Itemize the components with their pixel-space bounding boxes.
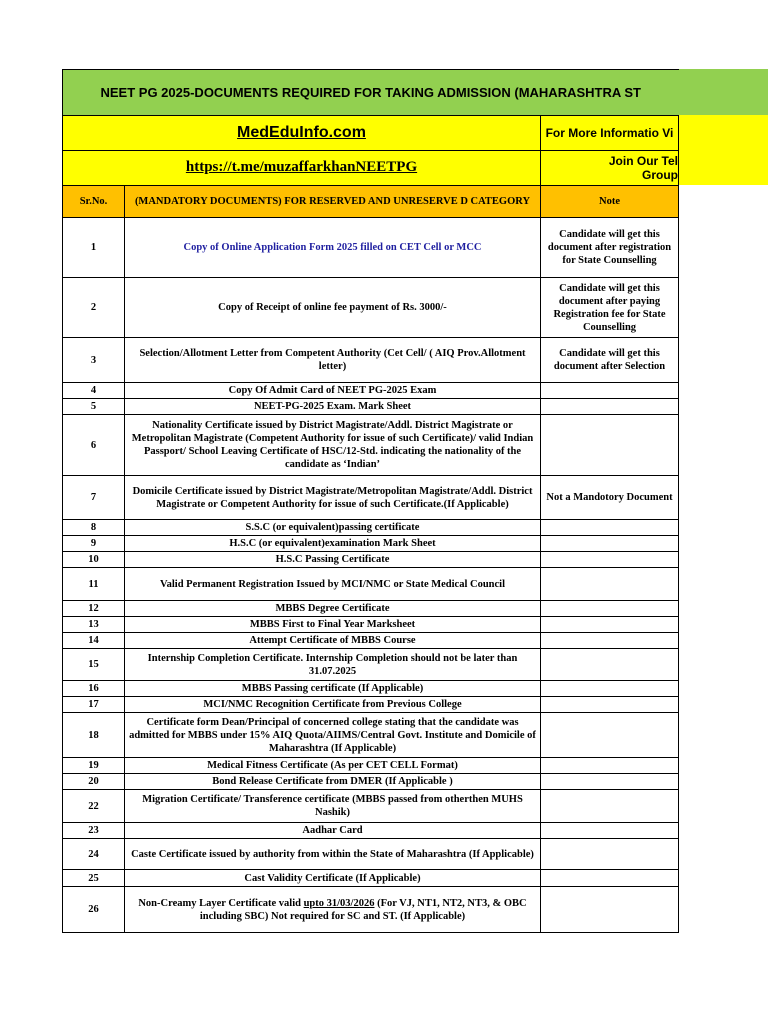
table-row <box>63 415 679 476</box>
website-row <box>63 116 679 151</box>
table-row <box>63 633 679 649</box>
document-name: Aadhar Card <box>125 823 541 839</box>
documents-sheet <box>62 69 679 933</box>
document-name: Attempt Certificate of MBBS Course <box>125 633 541 649</box>
row-number: 1 <box>63 218 125 278</box>
document-name: S.S.C (or equivalent)passing certificate <box>125 520 541 536</box>
document-name: Copy of Receipt of online fee payment of Rs. 3000/- <box>125 278 541 338</box>
document-note <box>541 568 679 601</box>
table-row <box>63 536 679 552</box>
document-name: Copy Of Admit Card of NEET PG-2025 Exam <box>125 383 541 399</box>
table-row <box>63 601 679 617</box>
row-number: 18 <box>63 713 125 758</box>
telegram-row <box>63 151 679 186</box>
document-name: MBBS Degree Certificate <box>125 601 541 617</box>
row-number: 3 <box>63 338 125 383</box>
document-note <box>541 697 679 713</box>
table-row <box>63 338 679 383</box>
document-name-part: Non-Creamy Layer Certificate valid <box>138 897 304 909</box>
document-note <box>541 681 679 697</box>
document-note <box>541 536 679 552</box>
row-number: 9 <box>63 536 125 552</box>
validity-date: upto 31/03/2026 <box>303 897 375 909</box>
document-note: Not a Mandotory Document <box>541 476 679 520</box>
row-number: 24 <box>63 839 125 870</box>
document-name: Selection/Allotment Letter from Competent Authority (Cet Cell/ ( AIQ Prov.Allotment letter) <box>125 338 541 383</box>
row-number: 4 <box>63 383 125 399</box>
document-note <box>541 790 679 823</box>
row-number: 17 <box>63 697 125 713</box>
row-number: 25 <box>63 870 125 887</box>
join-line-2: Group <box>642 168 678 182</box>
document-note <box>541 552 679 568</box>
document-note <box>541 758 679 774</box>
document-name: Medical Fitness Certificate (As per CET CELL Format) <box>125 758 541 774</box>
document-name-part: (For VJ, NT1, NT2, NT3, & OBC including SBC) Not required for SC and ST. (If Applicable) <box>199 897 527 922</box>
row-number: 14 <box>63 633 125 649</box>
table-row <box>63 552 679 568</box>
row-number: 22 <box>63 790 125 823</box>
row-number: 16 <box>63 681 125 697</box>
document-name: MCI/NMC Recognition Certificate from Previous College <box>125 697 541 713</box>
row-number: 11 <box>63 568 125 601</box>
document-note: Candidate will get this document after registration for State Counselling <box>541 218 679 278</box>
row-number: 19 <box>63 758 125 774</box>
document-name: H.S.C Passing Certificate <box>125 552 541 568</box>
document-name: MBBS Passing certificate (If Applicable) <box>125 681 541 697</box>
table-row <box>63 870 679 887</box>
row-number: 6 <box>63 415 125 476</box>
table-row <box>63 218 679 278</box>
table-row <box>63 399 679 415</box>
table-row <box>63 383 679 399</box>
table-row <box>63 697 679 713</box>
row-number: 26 <box>63 887 125 933</box>
document-note <box>541 520 679 536</box>
telegram-link[interactable]: https://t.me/muzaffarkhanNEETPG <box>185 159 418 175</box>
document-note: Candidate will get this document after paying Registration fee for State Counselling <box>541 278 679 338</box>
info-strip-yellow <box>678 115 768 185</box>
table-row <box>63 790 679 823</box>
table-row <box>63 713 679 758</box>
row-number: 5 <box>63 399 125 415</box>
document-name: Domicile Certificate issued by District Magistrate/Metropolitan Magistrate/Addl. District Magistrate or Competent Authority for issue of such Certificate.(If Applicable) <box>125 476 541 520</box>
overflow-header-strip <box>678 69 768 185</box>
table-row <box>63 758 679 774</box>
document-note <box>541 383 679 399</box>
document-name: Nationality Certificate issued by District Magistrate/Addl. District Magistrate or Metropolitan Magistrate (Competent Authority for issue of such Certificate)/ valid Indian Passport/ School Leaving Certificate of HSC/12-Std. indicating the nationality of the candidate as ‘Indian’ <box>125 415 541 476</box>
table-row <box>63 617 679 633</box>
header-row <box>63 186 679 218</box>
title-row <box>63 70 679 116</box>
table-row <box>63 823 679 839</box>
documents-table <box>62 69 679 933</box>
document-name: MBBS First to Final Year Marksheet <box>125 617 541 633</box>
document-note <box>541 870 679 887</box>
table-row <box>63 649 679 681</box>
note-header: Note <box>541 186 679 218</box>
row-number: 2 <box>63 278 125 338</box>
table-row <box>63 476 679 520</box>
row-number: 23 <box>63 823 125 839</box>
row-number: 12 <box>63 601 125 617</box>
document-note <box>541 839 679 870</box>
join-line-1: Join Our Tel <box>608 154 678 168</box>
row-number: 7 <box>63 476 125 520</box>
row-number: 15 <box>63 649 125 681</box>
telegram-cell <box>63 151 541 186</box>
document-name: Cast Validity Certificate (If Applicable) <box>125 870 541 887</box>
table-row <box>63 568 679 601</box>
document-name: Internship Completion Certificate. Internship Completion should not be later than 31.07.2025 <box>125 649 541 681</box>
document-name <box>125 887 541 933</box>
website-link[interactable]: MedEduInfo.com <box>237 123 366 141</box>
document-name: Caste Certificate issued by authority from within the State of Maharashtra (If Applicable) <box>125 839 541 870</box>
row-number: 8 <box>63 520 125 536</box>
document-note <box>541 774 679 790</box>
document-name: Bond Release Certificate from DMER (If Applicable ) <box>125 774 541 790</box>
title-strip-green <box>678 69 768 115</box>
join-group-text <box>541 151 679 186</box>
document-note <box>541 649 679 681</box>
document-note <box>541 633 679 649</box>
documents-header: (MANDATORY DOCUMENTS) FOR RESERVED AND UNRESERVE D CATEGORY <box>125 186 541 218</box>
document-note <box>541 601 679 617</box>
more-info-text: For More Informatio Vi <box>541 116 679 151</box>
srno-header: Sr.No. <box>63 186 125 218</box>
document-note: Candidate will get this document after Selection <box>541 338 679 383</box>
table-row <box>63 681 679 697</box>
row-number: 10 <box>63 552 125 568</box>
document-name: Migration Certificate/ Transference certificate (MBBS passed from otherthen MUHS Nashik) <box>125 790 541 823</box>
document-note <box>541 823 679 839</box>
table-row <box>63 278 679 338</box>
row-number: 13 <box>63 617 125 633</box>
document-name: H.S.C (or equivalent)examination Mark Sheet <box>125 536 541 552</box>
document-name: Copy of Online Application Form 2025 filled on CET Cell or MCC <box>125 218 541 278</box>
table-row <box>63 839 679 870</box>
document-name: Certificate form Dean/Principal of concerned college stating that the candidate was admitted for MBBS under 15% AIQ Quota/AIIMS/Central Govt. Institute and Domicile of Maharashtra (If Applicable) <box>125 713 541 758</box>
document-name: Valid Permanent Registration Issued by MCI/NMC or State Medical Council <box>125 568 541 601</box>
document-note <box>541 887 679 933</box>
document-note <box>541 415 679 476</box>
page-title: NEET PG 2025-DOCUMENTS REQUIRED FOR TAKING ADMISSION (MAHARASHTRA ST <box>63 70 679 116</box>
document-note <box>541 399 679 415</box>
website-cell <box>63 116 541 151</box>
document-note <box>541 617 679 633</box>
document-name: NEET-PG-2025 Exam. Mark Sheet <box>125 399 541 415</box>
table-row <box>63 887 679 933</box>
document-note <box>541 713 679 758</box>
table-row <box>63 520 679 536</box>
table-row <box>63 774 679 790</box>
row-number: 20 <box>63 774 125 790</box>
